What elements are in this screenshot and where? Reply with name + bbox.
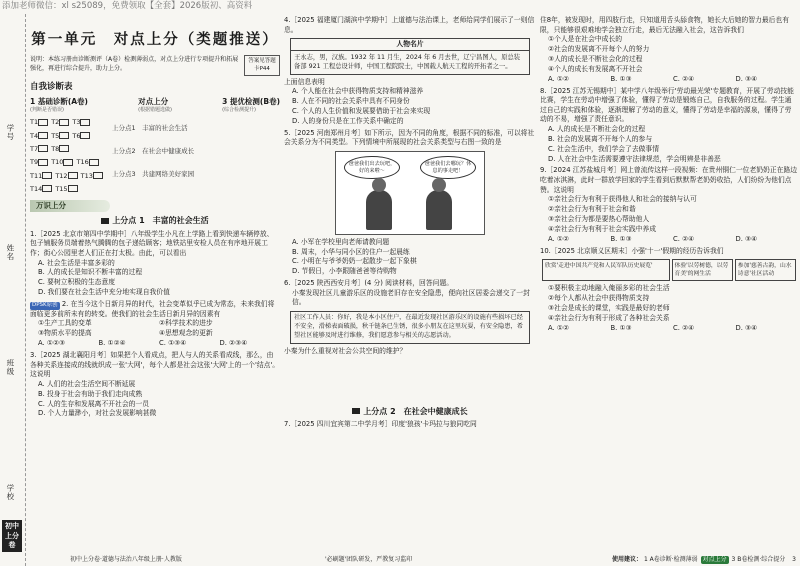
- section-heading-1: 上分点 1 丰富的社会生活: [30, 216, 280, 227]
- speech-bubble: 爸爸我们去哪玩？休息的事走吧！: [420, 156, 476, 180]
- diag-header: [30, 97, 280, 113]
- question-2: [30, 300, 280, 349]
- column-left: [30, 16, 280, 421]
- option[interactable]: C. 社会生活中，我们学会了去做事情: [548, 144, 660, 153]
- diag-col3: 3 提优检测(B卷): [222, 96, 280, 106]
- option[interactable]: D. 人在社会中生活需要遵守法律规范，学会明辨是非善恶: [548, 154, 721, 163]
- question-stem: 9.［2024 江苏盐城月考］网上曾流传这样一段视频：在贵州铜仁一位老奶奶正在路边吃着冰淇淋，此时一群放学回家的学生看到后默默帮老奶奶收拾，人们纷纷为他们点赞。这说明: [540, 166, 798, 194]
- question-stem: 10.［2025 北京顺义区期末］小强'十一'假期的经历告诉我们: [540, 246, 724, 255]
- option[interactable]: ③亲社会行为都是要热心帮助他人: [548, 215, 650, 224]
- step-2-badge: 对点上分: [702, 556, 727, 564]
- strip-label-student-no: 学号: [5, 124, 15, 141]
- check-box[interactable]: [38, 132, 48, 139]
- activity-box: 参加'慈善古韵，山水诗意'社区活动: [735, 259, 796, 281]
- option[interactable]: ④亲社会行为有利于社会实践中养成: [548, 224, 657, 233]
- choice[interactable]: C. ②④: [673, 323, 695, 332]
- option[interactable]: C. 要树立积极的生态意度: [38, 278, 116, 287]
- choice[interactable]: B. ①③: [610, 234, 632, 243]
- choice[interactable]: C. ②④: [673, 234, 695, 243]
- answer-space[interactable]: [284, 359, 536, 403]
- diag-points: [112, 116, 232, 196]
- diag-row: T14 T15: [30, 183, 112, 196]
- activity-box: 欣赏'走进中国共产党和人民军队历史展览': [542, 259, 670, 281]
- option[interactable]: ④个人的成长有发展离不开社会: [548, 64, 643, 73]
- check-box[interactable]: [63, 159, 73, 166]
- check-box[interactable]: [42, 185, 52, 192]
- option[interactable]: D. 我们要在社会生活中充分地实现自我价值: [38, 288, 170, 297]
- question-7-cont: [540, 16, 798, 85]
- question-4: [284, 16, 536, 127]
- diag-row: T9 T10 T16: [30, 156, 112, 169]
- question-stem: 7.［2025 四川宜宾第二中学月考］印度'狼孩'卡玛拉与狼同吃同: [284, 420, 477, 429]
- column-middle: [284, 16, 536, 432]
- question-7: [284, 420, 536, 430]
- page-number: 3: [792, 556, 796, 564]
- choice[interactable]: C. ②④: [673, 74, 695, 83]
- option[interactable]: B. 人的成长是知识不断丰富的过程: [38, 268, 143, 277]
- strip-label-school: 学校: [5, 484, 15, 501]
- choice[interactable]: A. ①②: [548, 74, 570, 83]
- option[interactable]: D. 人的身份只是在工作关系中确定的: [292, 116, 404, 125]
- option[interactable]: D. 节假日，小李跟随爸爸等待购物: [292, 267, 397, 276]
- question-stem: 5.［2025 河南郑州月考］如下所示，因为不同的角度，根据不同的标准，可以将社会关系分为不同类型。下列情境中所展现的社会关系类型与右图一致的是: [284, 128, 535, 147]
- check-box[interactable]: [68, 172, 78, 179]
- margin-strip: [0, 14, 26, 566]
- speech-bubble: 爸爸我们出去玩吧，好的来啦～: [344, 156, 400, 180]
- diag-col1: 1 基础诊断(A卷): [30, 96, 88, 106]
- check-box[interactable]: [68, 185, 78, 192]
- question-stem: 3.［2025 湖北襄阳月考］如果把个人看成点，把人与人的关系看成线，那么，由各种关系连接成的线就织成一张'大网'，每个人都是社会这张'大网'上的一个'结点'。这说明: [30, 350, 280, 379]
- figure-icon: [366, 190, 392, 230]
- diag-row: T1 T2 T3: [30, 116, 112, 129]
- option[interactable]: B. 社会的发展离不开每个人的参与: [548, 134, 653, 143]
- check-box[interactable]: [42, 172, 52, 179]
- question-9: [540, 166, 798, 244]
- option[interactable]: B. 人在不同的社会关系中具有不同身份: [292, 96, 410, 105]
- diag-row: T11 T12 T13: [30, 170, 112, 183]
- intro-block: [30, 55, 280, 76]
- check-box[interactable]: [89, 159, 99, 166]
- card-title: 人物名片: [291, 39, 529, 51]
- choice[interactable]: D. ③④: [735, 323, 758, 332]
- question-stem: 6.［2025 陕西西安月考］(4 分) 阅读材料，回答问题。: [284, 279, 454, 288]
- footer-middle: '必刷题'团队研发，严教复习监印: [325, 556, 413, 564]
- choice[interactable]: A. ①②: [548, 234, 570, 243]
- question-6: [284, 279, 536, 357]
- choice[interactable]: D. ②③④: [219, 339, 248, 348]
- question-10: [540, 247, 798, 334]
- diag-col3-sub: (综合检测提升): [222, 106, 256, 113]
- option[interactable]: ④亲社会行为有利于形成了各种社会关系: [548, 313, 670, 322]
- check-box[interactable]: [59, 119, 69, 126]
- activity-box: 体验'以劳树德，以劳育美'的网生活: [672, 259, 733, 281]
- section-banner: 万识上分: [30, 200, 110, 212]
- check-box[interactable]: [93, 172, 103, 179]
- dpsk-badge: DPSK原创: [32, 301, 58, 308]
- option[interactable]: ①要积极主动地融入俺丽多彩的社会生活: [548, 284, 670, 293]
- answer-hint: 答案见答题卡P44: [244, 55, 280, 76]
- square-icon: [352, 408, 360, 414]
- question-stem: 4.［2025 福建厦门湖滨中学期中］上道德与法治课上，老师给同学们展示了一则信息。: [284, 16, 535, 34]
- section-heading-2: 上分点 2 在社会中健康成长: [284, 407, 536, 418]
- question-stem: 2. 在当今这个日新月异的时代，社会变革似乎已成为常态，未来我们将面临更多前所未有的转变。使我们的社会生活日新月异的因素有: [30, 299, 275, 318]
- option[interactable]: ③社会是成长的课堂，实践是最好的老师: [548, 304, 670, 313]
- footer-left: 初中上分卷·道德与法治八年级上册·人教版: [70, 556, 182, 564]
- check-box[interactable]: [59, 132, 69, 139]
- option[interactable]: A. 人们的社会生活空间不断延展: [38, 379, 136, 388]
- check-box[interactable]: [38, 145, 48, 152]
- question-stem: 8.［2025 江苏无锡期中］某中学八年级举行'劳动最光荣'专题教育，开展了劳动技能比赛，学生在劳动中增强了体验，懂得了劳动是锻炼自己，自我服务的过程。学生通过自己的实践和体验，逐渐理解了劳动的意义，懂得了劳动是幸福的源泉，懂得了劳动的不易，增强了责任意识。: [540, 86, 794, 124]
- strip-label-name: 姓名: [5, 244, 15, 261]
- diag-title: 自我诊断表: [30, 81, 73, 92]
- option[interactable]: ②亲社会行为有利于社会和谐: [548, 205, 636, 214]
- material-text: 小秦发现社区儿童游乐区的设施老旧存在安全隐患，便向社区居委会递交了一封信。: [292, 288, 530, 307]
- diag-grid: [30, 116, 280, 196]
- footer-right: 使用建议： 1 A卷诊断·检测薄弱 对点上分 3 B卷检测·综合提分: [612, 556, 786, 564]
- option[interactable]: ①亲社会行为有利于获得他人和社会的接纳与认可: [548, 195, 697, 204]
- option[interactable]: A. 小军在学校里向老师请教问题: [292, 237, 390, 246]
- letter-box: 社区工作人员：你好，我是本小区住户，在最近发现社区游乐区的设施有些损坏已经不安全，滑梯表面破损，秋千链条已生锈，很多小朋友在这里玩耍，有安全隐患，希望社区能够及时进行维修，我们愿意参与相关的志愿活动。: [290, 311, 530, 344]
- question-stem: 住8年，被发现时，用四肢行走，只知道用舌头舔食物，她长大后她的智力最后也有限，只能够很艰难地学会独立行走，最后无法融入社会，这告诉我们: [540, 16, 790, 34]
- strip-label-class: 班级: [5, 359, 15, 376]
- option[interactable]: C. 人的生存和发展离不开社会的一员: [38, 399, 150, 408]
- column-right: [540, 16, 798, 336]
- cartoon-image: [335, 151, 485, 235]
- question-3: [30, 351, 280, 419]
- question-5: [284, 129, 536, 278]
- option[interactable]: A. 社会生活是丰富多彩的: [38, 258, 115, 267]
- option[interactable]: A. 人的成长是不断社会化的过程: [548, 125, 646, 134]
- option[interactable]: A. 个人能在社会中获得物质支持和精神滋养: [292, 87, 424, 96]
- option[interactable]: ②每个人都从社会中获得物质支持: [548, 294, 650, 303]
- diag-col2-sub: (根据错题选做): [138, 106, 172, 113]
- choice[interactable]: B. ①③: [610, 74, 632, 83]
- activity-boxes: [542, 259, 796, 281]
- choice[interactable]: B. ①③: [610, 323, 632, 332]
- point-1[interactable]: 上分点1 丰富的社会生活: [112, 123, 188, 132]
- diag-col1-sub: (判断是否错误): [30, 106, 64, 113]
- check-box[interactable]: [80, 119, 90, 126]
- diag-row: T7 T8: [30, 143, 112, 156]
- diag-col2: 对点上分: [138, 96, 169, 106]
- figure-icon: [426, 190, 452, 230]
- question-8: [540, 87, 798, 165]
- option[interactable]: ③人的成长是不断社会化的过程: [548, 54, 643, 63]
- point-2[interactable]: 上分点2 在社会中健康成长: [112, 146, 195, 155]
- option[interactable]: D. 个人力量渺小，对社会发展影响甚微: [38, 409, 157, 418]
- choice[interactable]: D. ③④: [735, 234, 758, 243]
- watermark-text: 添加老师微信：xl s25089，免费领取【全套】2026版初、高资料: [2, 1, 253, 11]
- option[interactable]: ④思想观念的更新: [159, 329, 213, 338]
- question-lead: 上面信息表明: [284, 77, 325, 86]
- check-box[interactable]: [80, 132, 90, 139]
- option[interactable]: B. 投身于社会有助于我们走向成熟: [38, 389, 143, 398]
- intro-text: 说明：本练习册由诊断测评（A卷）检测薄弱点，对点上分进行专项提升和拓展强化，再进行综合提升，助力上分。: [30, 56, 239, 73]
- option[interactable]: C. 小明在与爷爷奶奶一起散步一起下象棋: [292, 257, 417, 266]
- card-body: 王永志，男，汉族。1932 年 11 月生，2024 年 6 月去世，辽宁昌图人，原总装备部 921 工程总设计师，中国工程院院士，中国载人航天工程的开拓者之一。: [294, 54, 521, 71]
- strip-tag: 初中上分卷: [2, 520, 22, 552]
- question-ask: 小秦为什么重视对社会公共空间的维护？: [284, 347, 407, 356]
- option[interactable]: ①生产工具的变革: [38, 319, 92, 328]
- check-box[interactable]: [38, 119, 48, 126]
- choice[interactable]: C. ①③④: [159, 339, 187, 348]
- choice[interactable]: A. ①②: [548, 323, 570, 332]
- person-card: [290, 38, 530, 74]
- option[interactable]: ②科学技术的进步: [159, 319, 213, 328]
- option[interactable]: B. 周末，小华与同小区的住户一起晨练: [292, 247, 410, 256]
- option[interactable]: ②社会的发展离不开每个人的努力: [548, 45, 650, 54]
- diag-t-list: [30, 116, 112, 196]
- check-box[interactable]: [38, 159, 48, 166]
- question-1: [30, 230, 280, 298]
- option[interactable]: C. 个人的人生价值和发展要借助于社会来实现: [292, 106, 431, 115]
- square-icon: [101, 218, 109, 224]
- option[interactable]: ③物质水平的提高: [38, 329, 92, 338]
- check-box[interactable]: [59, 145, 69, 152]
- point-3[interactable]: 上分点3 共建网络美好家园: [112, 169, 195, 178]
- unit-title: 第一单元 对点上分（类题推送）: [31, 31, 279, 48]
- choice[interactable]: B. ①②④: [98, 339, 126, 348]
- choice[interactable]: D. ③④: [735, 74, 758, 83]
- option[interactable]: ①个人是在社会中成长的: [548, 35, 623, 44]
- choice[interactable]: A. ①②③: [38, 339, 66, 348]
- diag-row: T4 T5 T6: [30, 130, 112, 143]
- question-stem: 1.［2025 北京市第四中学期中］八年级学生小凡在上学路上看到快递车辆停放、包子铺服务员端着热气腾腾的包子递给顾客；地铁站里安检人员在有序地开展工作；街心公园里老人们正在打太极。由此，可以看出: [30, 229, 274, 257]
